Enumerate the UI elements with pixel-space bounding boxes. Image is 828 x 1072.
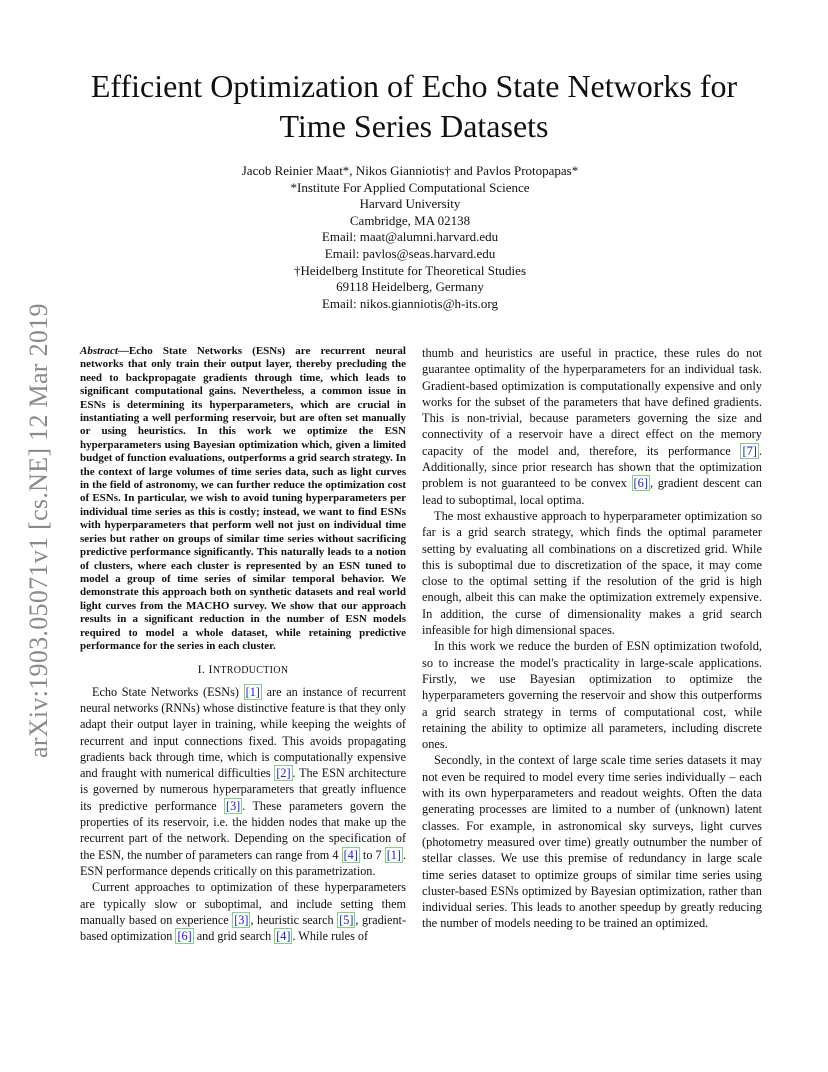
citation-link[interactable]: [6] (633, 476, 648, 491)
affiliation-line: 69118 Heidelberg, Germany (336, 279, 484, 295)
citation-link[interactable]: [6] (177, 929, 192, 944)
email-line: Email: maat@alumni.harvard.edu (321, 229, 499, 245)
citation-link[interactable]: [4] (343, 847, 358, 862)
abstract-label: Abstract (80, 345, 118, 357)
citation-link[interactable]: [7] (742, 443, 757, 458)
citation-link[interactable]: [4] (276, 929, 291, 944)
right-column (422, 345, 762, 932)
affiliation-line: †Heidelberg Institute for Theoretical Studies (293, 262, 526, 278)
left-column (80, 345, 406, 944)
paper-title: Efficient Optimization of Echo State Networks for Time Series Datasets (90, 68, 738, 144)
body-paragraph: Current approaches to optimization of these hyperparameters are typically slow or suboptimal, and include setting them manually based on experience [3] , heuristic search [5] , gradient-based optimization [6] and grid search [4] . While rules of (80, 880, 406, 944)
affiliation-line: *Institute For Applied Computational Science (290, 179, 530, 195)
citation-link[interactable]: [3] (226, 798, 241, 813)
body-paragraph: thumb and heuristics are useful in practice, these rules do not guarantee optimality of the hyperparameters for an individual task. Gradient-based optimization is computationally expensive and only works for the subset of the parameters that have defined gradients. This is non-trivial, because parameters governing the size and connectivity of a reservoir have a direct effect on the memory capacity of the model and, therefore, its performance [7] . Additionally, since prior research has shown that the optimization problem is not guaranteed to be convex [6] , gradient descent can lead to suboptimal, local optima. (422, 346, 762, 507)
citation-link[interactable]: [2] (276, 766, 291, 781)
citation-link[interactable]: [3] (234, 912, 249, 927)
author-block (160, 163, 660, 312)
affiliation-line: Harvard University (359, 196, 461, 212)
citation-link[interactable]: [1] (386, 847, 401, 862)
author-names: Jacob Reinier Maat*, Nikos Gianniotis† and Pavlos Protopapas* (241, 163, 579, 178)
email-line: Email: nikos.gianniotis@h-its.org (321, 295, 499, 311)
arxiv-identifier-stamp: arXiv:1903.05071v1 [cs.NE] 12 Mar 2019 (24, 303, 53, 758)
body-paragraph: In this work we reduce the burden of ESN optimization twofold, so to increase the model's practicality in large-scale applications. Firstly, we use Bayesian optimization to optimize the hyperparameters governing the reservoir and show this outperforms a grid search strategy in terms of computational cost, while retaining the ability to optimize all parameters, including discrete ones. (422, 639, 762, 752)
citation-link[interactable]: [1] (245, 684, 260, 699)
abstract (80, 345, 406, 653)
email-line: Email: pavlos@seas.harvard.edu (324, 245, 496, 261)
body-paragraph: Secondly, in the context of large scale time series datasets it may not even be required to model every time series individually – each with its own hyperparameters and readout weights. Often the data generating processes are limited to a number of (unknown) latent classes. For example, in astronomical sky surveys, light curves (photometry measured over time) greatly outnumber the number of stellar classes. We use this premise of redundancy in large scale time series dataset to optimize groups of similar time series using cluster-based ESNs optimized by Bayesian optimization, rather than individual series. This leads to another speedup by greatly reducing the number of models needing to be trained an optimized. (422, 753, 762, 931)
affiliation-line: Cambridge, MA 02138 (349, 212, 471, 228)
body-paragraph: Echo State Networks (ESNs) [1] are an instance of recurrent neural networks (RNNs) whose distinctive feature is that they only adapt their output layer in training, while keeping the weights of recurrent and input connections fixed. This avoids propagating gradients back through time, which is computationally expensive and fraught with numerical difficulties [2] . The ESN architecture is governed by numerous hyperparameters that greatly influence its predictive performance [3] . These parameters govern the properties of its reservoir, i.e. the hidden nodes that make up the recurrent part of the network. Depending on the specification of the ESN, the number of parameters can range from 4 [4] to 7 [1] . ESN performance depends critically on this parametrization. (80, 684, 406, 878)
section-heading-introduction: I. INTRODUCTION (197, 662, 289, 677)
abstract-text: —Echo State Networks (ESNs) are recurrent neural networks that only train their output layer, thereby precluding the need to backpropagate gradients through time, which leads to significant computational gains. Nevertheless, a common issue in ESNs is determining its hyperparameters, which are crucial in instantiating a well performing reservoir, but are often set manually or using heuristics. In this work we optimize the ESN hyperparameters using Bayesian optimization which, given a limited budget of function evaluations, outperforms a grid search strategy. In the context of large volumes of time series data, such as light curves in the field of astronomy, we can further reduce the optimization cost of ESNs. In particular, we wish to avoid tuning hyperparameters per individual time series as this is costly; instead, we want to find ESNs with hyperparameters that perform well not just on individual time series but rather on groups of similar time series without sacrificing predictive performance significantly. This naturally leads to a notion of clusters, where each cluster is represented by an ESN tuned to model a group of time series of similar temporal behavior. We demonstrate this approach both on synthetic datasets and real world light curves from the MACHO survey. We show that our approach results in a significant reduction in the number of ESN models required to model a whole dataset, while retaining predictive performance for the series in each cluster. (80, 345, 406, 652)
citation-link[interactable]: [5] (339, 912, 354, 927)
body-paragraph: The most exhaustive approach to hyperparameter optimization so far is a grid search strategy, which finds the optimal parameter setting by evaluating all combinations on a discretized grid. While this is suboptimal due to discretization of the space, it may come close to the optimal setting if the resolution of the grid is high enough, albeit this can make the optimization extremely expensive. In addition, the curse of dimensionality makes a grid search infeasible for high dimensional spaces. (422, 508, 762, 638)
